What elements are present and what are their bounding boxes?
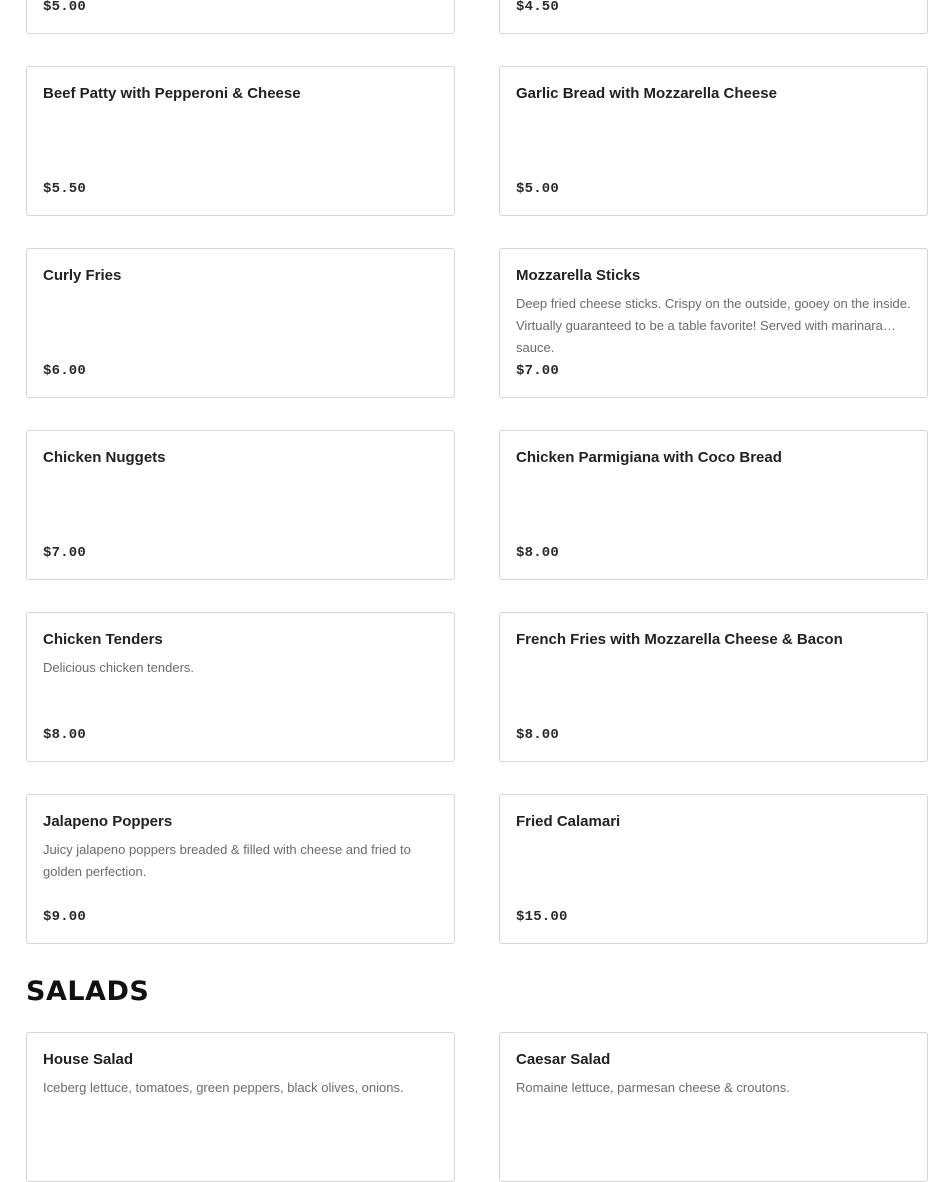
menu-item-price: $4.50	[516, 0, 560, 15]
menu-item-card[interactable]	[499, 248, 928, 398]
menu-item-card[interactable]	[499, 66, 928, 216]
menu-item-price: $5.00	[43, 0, 87, 15]
menu-item-name: Mozzarella Sticks	[516, 267, 641, 284]
menu-item-name: Fried Calamari	[516, 813, 621, 830]
menu-item-card[interactable]	[499, 0, 928, 34]
menu-item-card[interactable]	[499, 1032, 928, 1182]
menu-item-name: Curly Fries	[43, 267, 122, 284]
menu-item-price: $8.00	[516, 727, 560, 743]
menu-item-name: House Salad	[43, 1051, 134, 1068]
menu-item-price: $8.00	[43, 727, 87, 743]
menu-item-card[interactable]	[26, 1032, 455, 1182]
menu-item-card[interactable]	[26, 612, 455, 762]
menu-item-name: Jalapeno Poppers	[43, 813, 173, 830]
menu-item-description: Iceberg lettuce, tomatoes, green peppers, black olives, onions.	[43, 1080, 404, 1095]
menu-item-description: Delicious chicken tenders.	[43, 660, 195, 675]
menu-item-card[interactable]	[26, 248, 455, 398]
menu-item-name: Chicken Nuggets	[43, 449, 166, 466]
menu-item-price: $7.00	[43, 545, 87, 561]
menu-item-description: Juicy jalapeno poppers breaded & filled with cheese and fried to golden perfection.	[43, 842, 411, 879]
menu-item-name: Caesar Salad	[516, 1051, 611, 1068]
menu-item-name: Chicken Tenders	[43, 631, 163, 648]
menu-item-description: Romaine lettuce, parmesan cheese & croutons.	[516, 1080, 790, 1095]
menu-item-name: Garlic Bread with Mozzarella Cheese	[516, 85, 777, 102]
menu-item-card[interactable]	[26, 66, 455, 216]
menu-item-price: $5.00	[516, 181, 560, 197]
menu-item-price: $15.00	[516, 909, 568, 925]
salads-grid	[26, 1032, 928, 1182]
menu-item-name: Chicken Parmigiana with Coco Bread	[516, 449, 782, 466]
section-title-salads: SALADS	[26, 976, 150, 1007]
menu-item-card[interactable]	[26, 0, 455, 34]
menu-item-card[interactable]	[499, 612, 928, 762]
appetizers-grid	[26, 0, 928, 944]
menu-item-price: $9.00	[43, 909, 87, 925]
menu-item-card[interactable]	[26, 430, 455, 580]
menu-item-price: $6.00	[43, 363, 87, 379]
menu-item-name: Beef Patty with Pepperoni & Cheese	[43, 85, 301, 102]
menu-item-card[interactable]	[499, 794, 928, 944]
menu-item-description: Deep fried cheese sticks. Crispy on the outside, gooey on the inside. Virtually guaranteed to be a table favorite! Served with marinara sauce.	[516, 296, 911, 355]
menu-item-price: $8.00	[516, 545, 560, 561]
menu-item-name: French Fries with Mozzarella Cheese & Bacon	[516, 631, 843, 648]
menu-item-price: $5.50	[43, 181, 87, 197]
menu-item-price: $7.00	[516, 363, 560, 379]
menu-item-card[interactable]	[26, 794, 455, 944]
menu-item-card[interactable]	[499, 430, 928, 580]
